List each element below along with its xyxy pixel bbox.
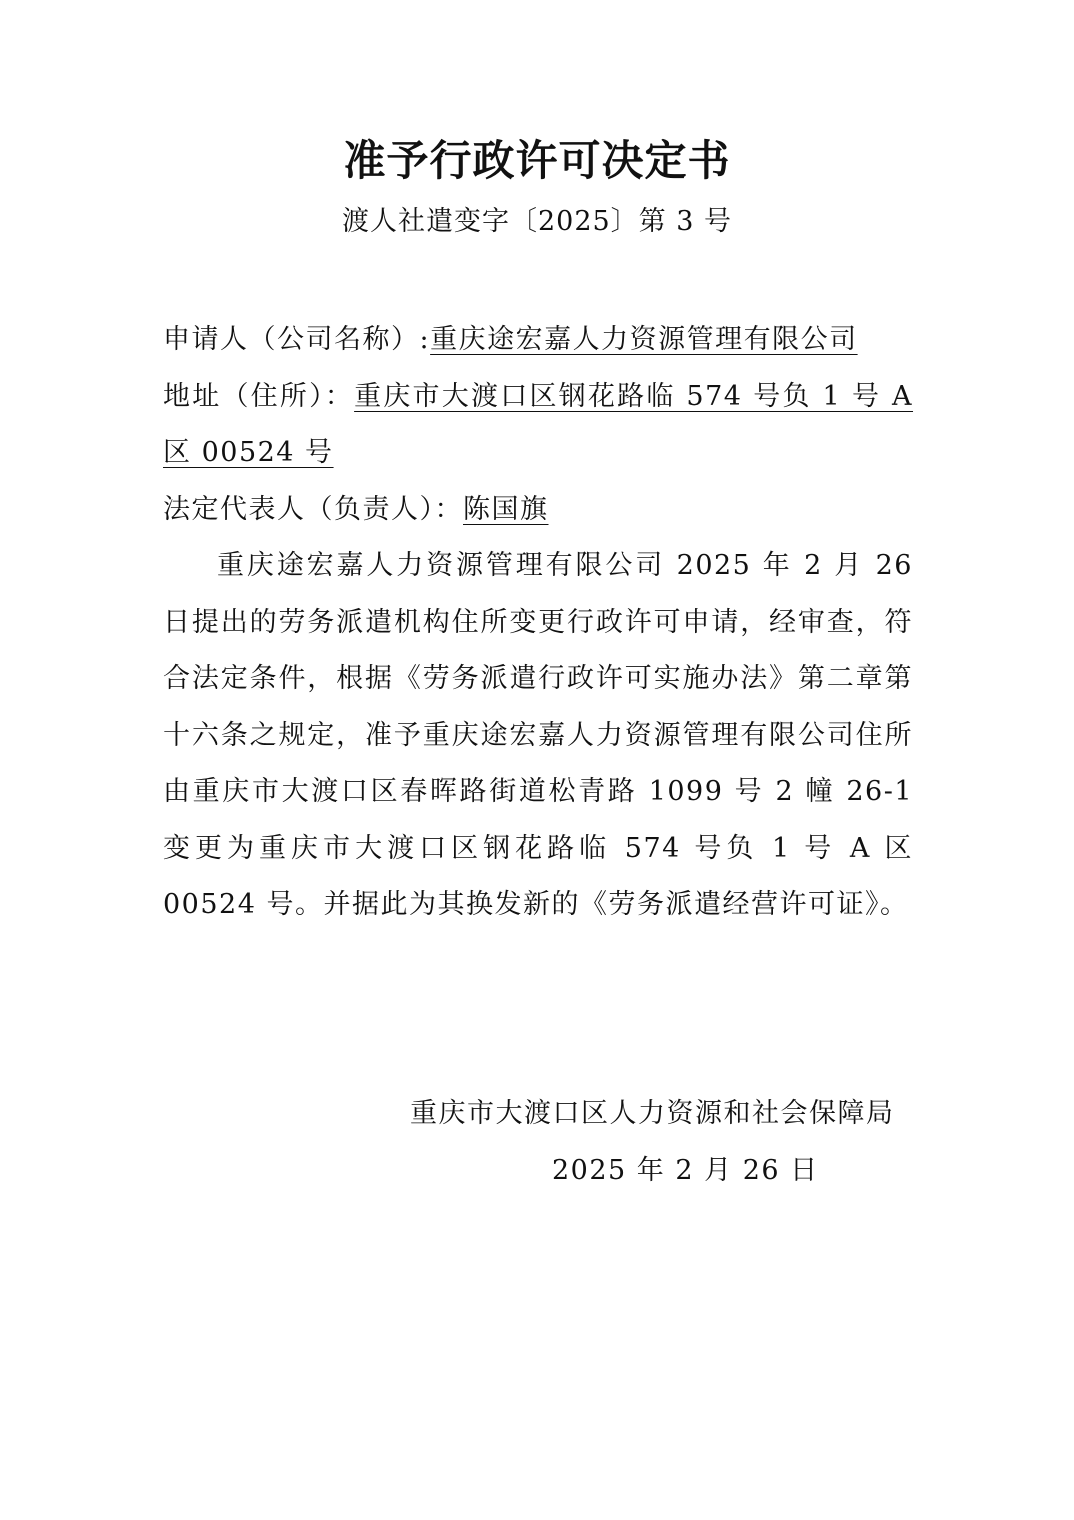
issuing-authority: 重庆市大渡口区人力资源和社会保障局	[410, 1098, 895, 1129]
document-number: 渡人社遣变字〔2025〕第 3 号	[341, 206, 733, 237]
legal-rep-label: 法定代表人（负责人）：	[163, 493, 463, 525]
decision-paragraph: 重庆途宏嘉人力资源管理有限公司 2025 年 2 月 26 日提出的劳务派遣机构住所变更行政许可申请，经审查，符合法定条件，根据《劳务派遣行政许可实施办法》第二章第十六条之规定，准予重庆途宏嘉人力资源管理有限公司住所由重庆市大渡口区春晖路街道松青路 1099 号 2 幢 26-1 变更为重庆市大渡口区钢花路临 574 号负 1 号 A 区 00524 号。并据此为其换发新的《劳务派遣经营许可证》。	[163, 550, 913, 920]
document-body	[163, 312, 913, 934]
applicant-value: 重庆途宏嘉人力资源管理有限公司	[430, 324, 858, 355]
document-title: 准予行政许可决定书	[343, 136, 731, 185]
applicant-label: 申请人（公司名称）:	[163, 324, 431, 355]
address-label: 地址（住所）：	[163, 380, 355, 412]
address-value: 重庆市大渡口区钢花路临 574 号负 1 号 A 区 00524 号	[163, 380, 914, 468]
legal-rep-value: 陈国旗	[463, 493, 549, 525]
address-line	[163, 369, 913, 482]
issue-date: 2025 年 2 月 26 日	[552, 1155, 819, 1186]
legal-rep-line	[163, 482, 913, 539]
applicant-line	[163, 312, 913, 369]
